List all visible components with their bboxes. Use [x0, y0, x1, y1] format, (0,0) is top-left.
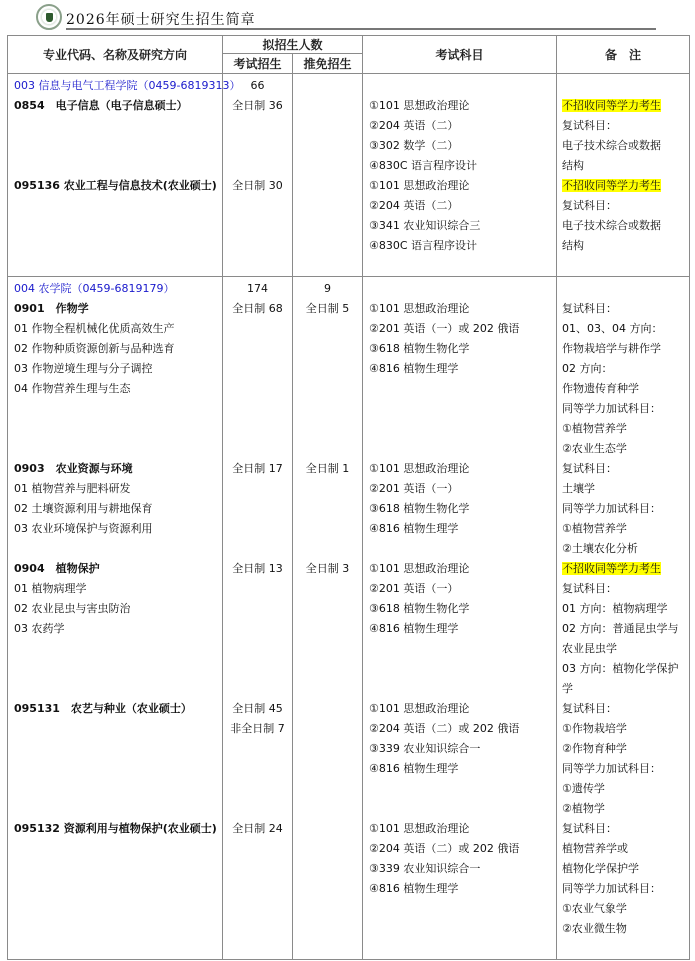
note-line: ①植物营养学: [562, 522, 627, 535]
program-line: 0854 电子信息（电子信息硕士）: [14, 99, 188, 112]
blank-line: [293, 499, 362, 519]
note-line: 学: [562, 682, 574, 695]
blank-line: [223, 879, 292, 899]
blank-line: [293, 136, 362, 156]
blank-line: [223, 216, 292, 236]
blank-line: [8, 136, 222, 156]
exam-subject: ②204 英语（二）或 202 俄语: [369, 842, 520, 855]
note-line: 复试科目：: [562, 582, 618, 595]
blank-line: [8, 899, 222, 919]
exam-quota-value: 全日制 24: [232, 822, 283, 835]
note-line: 复试科目：: [562, 199, 618, 212]
blank-line: [8, 539, 222, 559]
blank-line: [223, 236, 292, 256]
blank-line: [223, 679, 292, 699]
blank-line: [293, 96, 362, 116]
note-line: ①作物栽培学: [562, 722, 627, 735]
blank-line: [363, 659, 556, 679]
exempt-quota-value: 全日制 3: [305, 562, 350, 575]
exam-subject: ②204 英语（二）: [369, 119, 459, 132]
note-line: 同等学力加试科目：: [562, 882, 662, 895]
blank-line: [363, 639, 556, 659]
note-line: 复试科目：: [562, 462, 618, 475]
blank-line: [8, 839, 222, 859]
exam-subject: ③302 数学（二）: [369, 139, 459, 152]
exam-subject: ③618 植物生物化学: [369, 342, 470, 355]
blank-line: [363, 779, 556, 799]
blank-line: [557, 256, 689, 276]
note-line: 02 方向：: [562, 362, 613, 375]
blank-line: [8, 236, 222, 256]
note-line: 农业昆虫学: [562, 642, 618, 655]
blank-line: [293, 939, 362, 959]
note-line: 01、03、04 方向：: [562, 322, 663, 335]
blank-line: [8, 196, 222, 216]
exam-subject: ④816 植物生理学: [369, 882, 459, 895]
exam-subject: ①101 思想政治理论: [369, 822, 470, 835]
program-line: 0904 植物保护: [14, 562, 100, 575]
program-line: 0903 农业资源与环境: [14, 462, 133, 475]
program-line: 02 作物种质资源创新与品种选育: [14, 342, 175, 355]
exam-quota-cell: [223, 277, 293, 960]
page-header: [36, 4, 656, 30]
blank-line: [363, 279, 556, 299]
exam-quota-value: 全日制 13: [232, 562, 283, 575]
note-line: ②作物育种学: [562, 742, 627, 755]
blank-line: [293, 236, 362, 256]
program-line: 095131 农艺与种业（农业硕士）: [14, 702, 192, 715]
blank-line: [557, 279, 689, 299]
note-line: 同等学力加试科目：: [562, 762, 662, 775]
blank-line: [293, 419, 362, 439]
header-major: 专业代码、名称及研究方向: [8, 36, 223, 74]
blank-line: [223, 116, 292, 136]
blank-line: [8, 639, 222, 659]
header-quota-group: 拟招生人数: [223, 36, 363, 54]
blank-line: [557, 939, 689, 959]
blank-line: [223, 539, 292, 559]
blank-line: [223, 759, 292, 779]
blank-line: [363, 939, 556, 959]
blank-line: [363, 679, 556, 699]
program-line: 01 作物全程机械化优质高效生产: [14, 322, 175, 335]
exam-quota-value: 全日制 45: [232, 702, 283, 715]
blank-line: [293, 639, 362, 659]
note-line: 植物营养学或: [562, 842, 629, 855]
admissions-table: [7, 35, 690, 960]
blank-line: [293, 439, 362, 459]
blank-line: [293, 176, 362, 196]
note-line: 电子技术综合或数据: [562, 139, 662, 152]
blank-line: [293, 216, 362, 236]
exempt-total: 9: [324, 282, 331, 295]
exam-subject: ③339 农业知识综合一: [369, 862, 481, 875]
note-line: 作物栽培学与耕作学: [562, 342, 662, 355]
note-line: ①植物营养学: [562, 422, 627, 435]
note-line: 同等学力加试科目：: [562, 502, 662, 515]
exempt-quota-value: 全日制 1: [305, 462, 350, 475]
blank-line: [293, 759, 362, 779]
exam-subject: ④816 植物生理学: [369, 362, 459, 375]
exam-subject: ②204 英语（二）或 202 俄语: [369, 722, 520, 735]
blank-line: [223, 779, 292, 799]
exam-subject: ②201 英语（一）: [369, 482, 459, 495]
note-line: 复试科目：: [562, 822, 618, 835]
exam-quota-value: 非全日制 7: [230, 722, 285, 735]
note-line: 01 方向：植物病理学: [562, 602, 668, 615]
blank-line: [293, 156, 362, 176]
exam-subject: ④816 植物生理学: [369, 522, 459, 535]
exam-subject: ①101 思想政治理论: [369, 562, 470, 575]
exam-quota-cell: [223, 74, 293, 277]
note-line: 结构: [562, 239, 585, 252]
program-line: 02 农业昆虫与害虫防治: [14, 602, 131, 615]
note-line: ①遗传学: [562, 782, 605, 795]
blank-line: [223, 899, 292, 919]
blank-line: [8, 919, 222, 939]
program-line: 02 土壤资源利用与耕地保育: [14, 502, 153, 515]
note-line: 同等学力加试科目：: [562, 402, 662, 415]
note-line: 复试科目：: [562, 119, 618, 132]
blank-line: [8, 799, 222, 819]
blank-line: [223, 419, 292, 439]
exam-quota-value: 全日制 36: [232, 99, 283, 112]
note-line: 结构: [562, 159, 585, 172]
major-cell: [8, 277, 223, 960]
header-subjects: 考试科目: [363, 36, 557, 74]
blank-line: [8, 939, 222, 959]
blank-line: [293, 196, 362, 216]
blank-line: [363, 439, 556, 459]
blank-line: [223, 439, 292, 459]
no-equivalent-notice: 不招收同等学力考生: [562, 99, 662, 112]
blank-line: [363, 799, 556, 819]
university-seal-logo: [36, 4, 62, 30]
subjects-cell: [363, 277, 557, 960]
blank-line: [293, 699, 362, 719]
blank-line: [223, 799, 292, 819]
program-line: 04 作物营养生理与生态: [14, 382, 131, 395]
page-title: 2026年硕士研究生招生简章: [66, 12, 256, 28]
program-line: 03 农业环境保护与资源利用: [14, 522, 153, 535]
blank-line: [363, 399, 556, 419]
blank-line: [8, 719, 222, 739]
blank-line: [363, 899, 556, 919]
blank-line: [8, 759, 222, 779]
exempt-quota-cell: [293, 74, 363, 277]
exam-subject: ②201 英语（一）或 202 俄语: [369, 322, 520, 335]
college-section-row: [8, 277, 690, 960]
program-line: 01 植物营养与肥料研发: [14, 482, 131, 495]
blank-line: [293, 659, 362, 679]
exam-subject: ④830C 语言程序设计: [369, 159, 478, 172]
blank-line: [363, 539, 556, 559]
blank-line: [8, 399, 222, 419]
blank-line: [293, 799, 362, 819]
blank-line: [293, 379, 362, 399]
blank-line: [293, 339, 362, 359]
blank-line: [223, 839, 292, 859]
blank-line: [293, 399, 362, 419]
blank-line: [223, 579, 292, 599]
blank-line: [223, 599, 292, 619]
blank-line: [293, 116, 362, 136]
blank-line: [223, 379, 292, 399]
blank-line: [8, 256, 222, 276]
blank-line: [223, 859, 292, 879]
note-line: 复试科目：: [562, 302, 618, 315]
exam-subject: ③341 农业知识综合三: [369, 219, 481, 232]
exam-subject: ①101 思想政治理论: [369, 702, 470, 715]
blank-line: [363, 919, 556, 939]
blank-line: [293, 479, 362, 499]
exam-quota-value: 全日制 68: [232, 302, 283, 315]
blank-line: [8, 779, 222, 799]
blank-line: [8, 156, 222, 176]
blank-line: [293, 519, 362, 539]
blank-line: [223, 939, 292, 959]
blank-line: [8, 419, 222, 439]
blank-line: [557, 76, 689, 96]
blank-line: [8, 739, 222, 759]
blank-line: [223, 479, 292, 499]
blank-line: [293, 859, 362, 879]
blank-line: [363, 256, 556, 276]
blank-line: [223, 319, 292, 339]
exam-subject: ①101 思想政治理论: [369, 179, 470, 192]
exam-subject: ①101 思想政治理论: [369, 302, 470, 315]
blank-line: [223, 619, 292, 639]
program-line: 03 农药学: [14, 622, 65, 635]
blank-line: [223, 196, 292, 216]
college-section-row: [8, 74, 690, 277]
note-line: ②土壤农化分析: [562, 542, 638, 555]
note-line: 电子技术综合或数据: [562, 219, 662, 232]
blank-line: [8, 659, 222, 679]
blank-line: [293, 899, 362, 919]
note-line: 土壤学: [562, 482, 596, 495]
exam-subject: ②204 英语（二）: [369, 199, 459, 212]
exam-quota-value: 全日制 30: [232, 179, 283, 192]
blank-line: [363, 419, 556, 439]
exam-subject: ③339 农业知识综合一: [369, 742, 481, 755]
blank-line: [8, 116, 222, 136]
note-line: 植物化学保护学: [562, 862, 640, 875]
blank-line: [223, 359, 292, 379]
exam-quota-value: 全日制 17: [232, 462, 283, 475]
blank-line: [363, 76, 556, 96]
blank-line: [293, 599, 362, 619]
blank-line: [223, 256, 292, 276]
blank-line: [293, 919, 362, 939]
exam-subject: ③618 植物生物化学: [369, 602, 470, 615]
exam-subject: ④830C 语言程序设计: [369, 239, 478, 252]
program-line: 03 作物逆境生理与分子调控: [14, 362, 153, 375]
no-equivalent-notice: 不招收同等学力考生: [562, 562, 662, 575]
note-line: ①农业气象学: [562, 902, 627, 915]
program-line: 095136 农业工程与信息技术(农业硕士): [14, 179, 217, 192]
blank-line: [293, 719, 362, 739]
exempt-total: [293, 76, 362, 96]
college-name: 003 信息与电气工程学院（0459-6819313）: [14, 79, 241, 92]
exempt-quota-value: 全日制 5: [305, 302, 350, 315]
header-notes: 备 注: [557, 36, 690, 74]
blank-line: [8, 439, 222, 459]
blank-line: [293, 779, 362, 799]
exam-subject: ①101 思想政治理论: [369, 99, 470, 112]
blank-line: [293, 579, 362, 599]
note-line: 复试科目：: [562, 702, 618, 715]
blank-line: [223, 919, 292, 939]
header-exam-quota: 考试招生: [223, 54, 293, 74]
program-line: 095132 资源利用与植物保护(农业硕士): [14, 822, 217, 835]
exempt-quota-cell: [293, 277, 363, 960]
blank-line: [8, 216, 222, 236]
blank-line: [293, 359, 362, 379]
note-line: ②农业微生物: [562, 922, 627, 935]
blank-line: [223, 156, 292, 176]
exam-subject: ①101 思想政治理论: [369, 462, 470, 475]
exam-subject: ④816 植物生理学: [369, 762, 459, 775]
blank-line: [293, 839, 362, 859]
blank-line: [363, 379, 556, 399]
notes-cell: [557, 277, 690, 960]
blank-line: [223, 339, 292, 359]
exam-subject: ③618 植物生物化学: [369, 502, 470, 515]
program-line: 0901 作物学: [14, 302, 89, 315]
blank-line: [223, 519, 292, 539]
exam-subject: ④816 植物生理学: [369, 622, 459, 635]
title-underline: [66, 28, 656, 30]
blank-line: [293, 879, 362, 899]
blank-line: [223, 136, 292, 156]
blank-line: [8, 879, 222, 899]
exam-subject: ②201 英语（一）: [369, 582, 459, 595]
note-line: 03 方向：植物化学保护: [562, 662, 679, 675]
note-line: 02 方向：普通昆虫学与: [562, 622, 679, 635]
note-line: ②植物学: [562, 802, 605, 815]
blank-line: [8, 679, 222, 699]
note-line: 作物遗传育种学: [562, 382, 640, 395]
no-equivalent-notice: 不招收同等学力考生: [562, 179, 662, 192]
subjects-cell: [363, 74, 557, 277]
college-name: 004 农学院（0459-6819179）: [14, 282, 175, 295]
blank-line: [293, 319, 362, 339]
blank-line: [293, 679, 362, 699]
major-cell: [8, 74, 241, 277]
exam-total: 174: [247, 282, 268, 295]
blank-line: [293, 739, 362, 759]
blank-line: [293, 619, 362, 639]
blank-line: [223, 499, 292, 519]
blank-line: [223, 399, 292, 419]
blank-line: [8, 859, 222, 879]
blank-line: [293, 539, 362, 559]
blank-line: [293, 256, 362, 276]
program-line: 01 植物病理学: [14, 582, 87, 595]
note-line: ②农业生态学: [562, 442, 627, 455]
blank-line: [223, 739, 292, 759]
header-exempt-quota: 推免招生: [293, 54, 363, 74]
blank-line: [293, 819, 362, 839]
blank-line: [223, 659, 292, 679]
blank-line: [223, 639, 292, 659]
notes-cell: [557, 74, 690, 277]
exam-total: 66: [250, 79, 265, 92]
